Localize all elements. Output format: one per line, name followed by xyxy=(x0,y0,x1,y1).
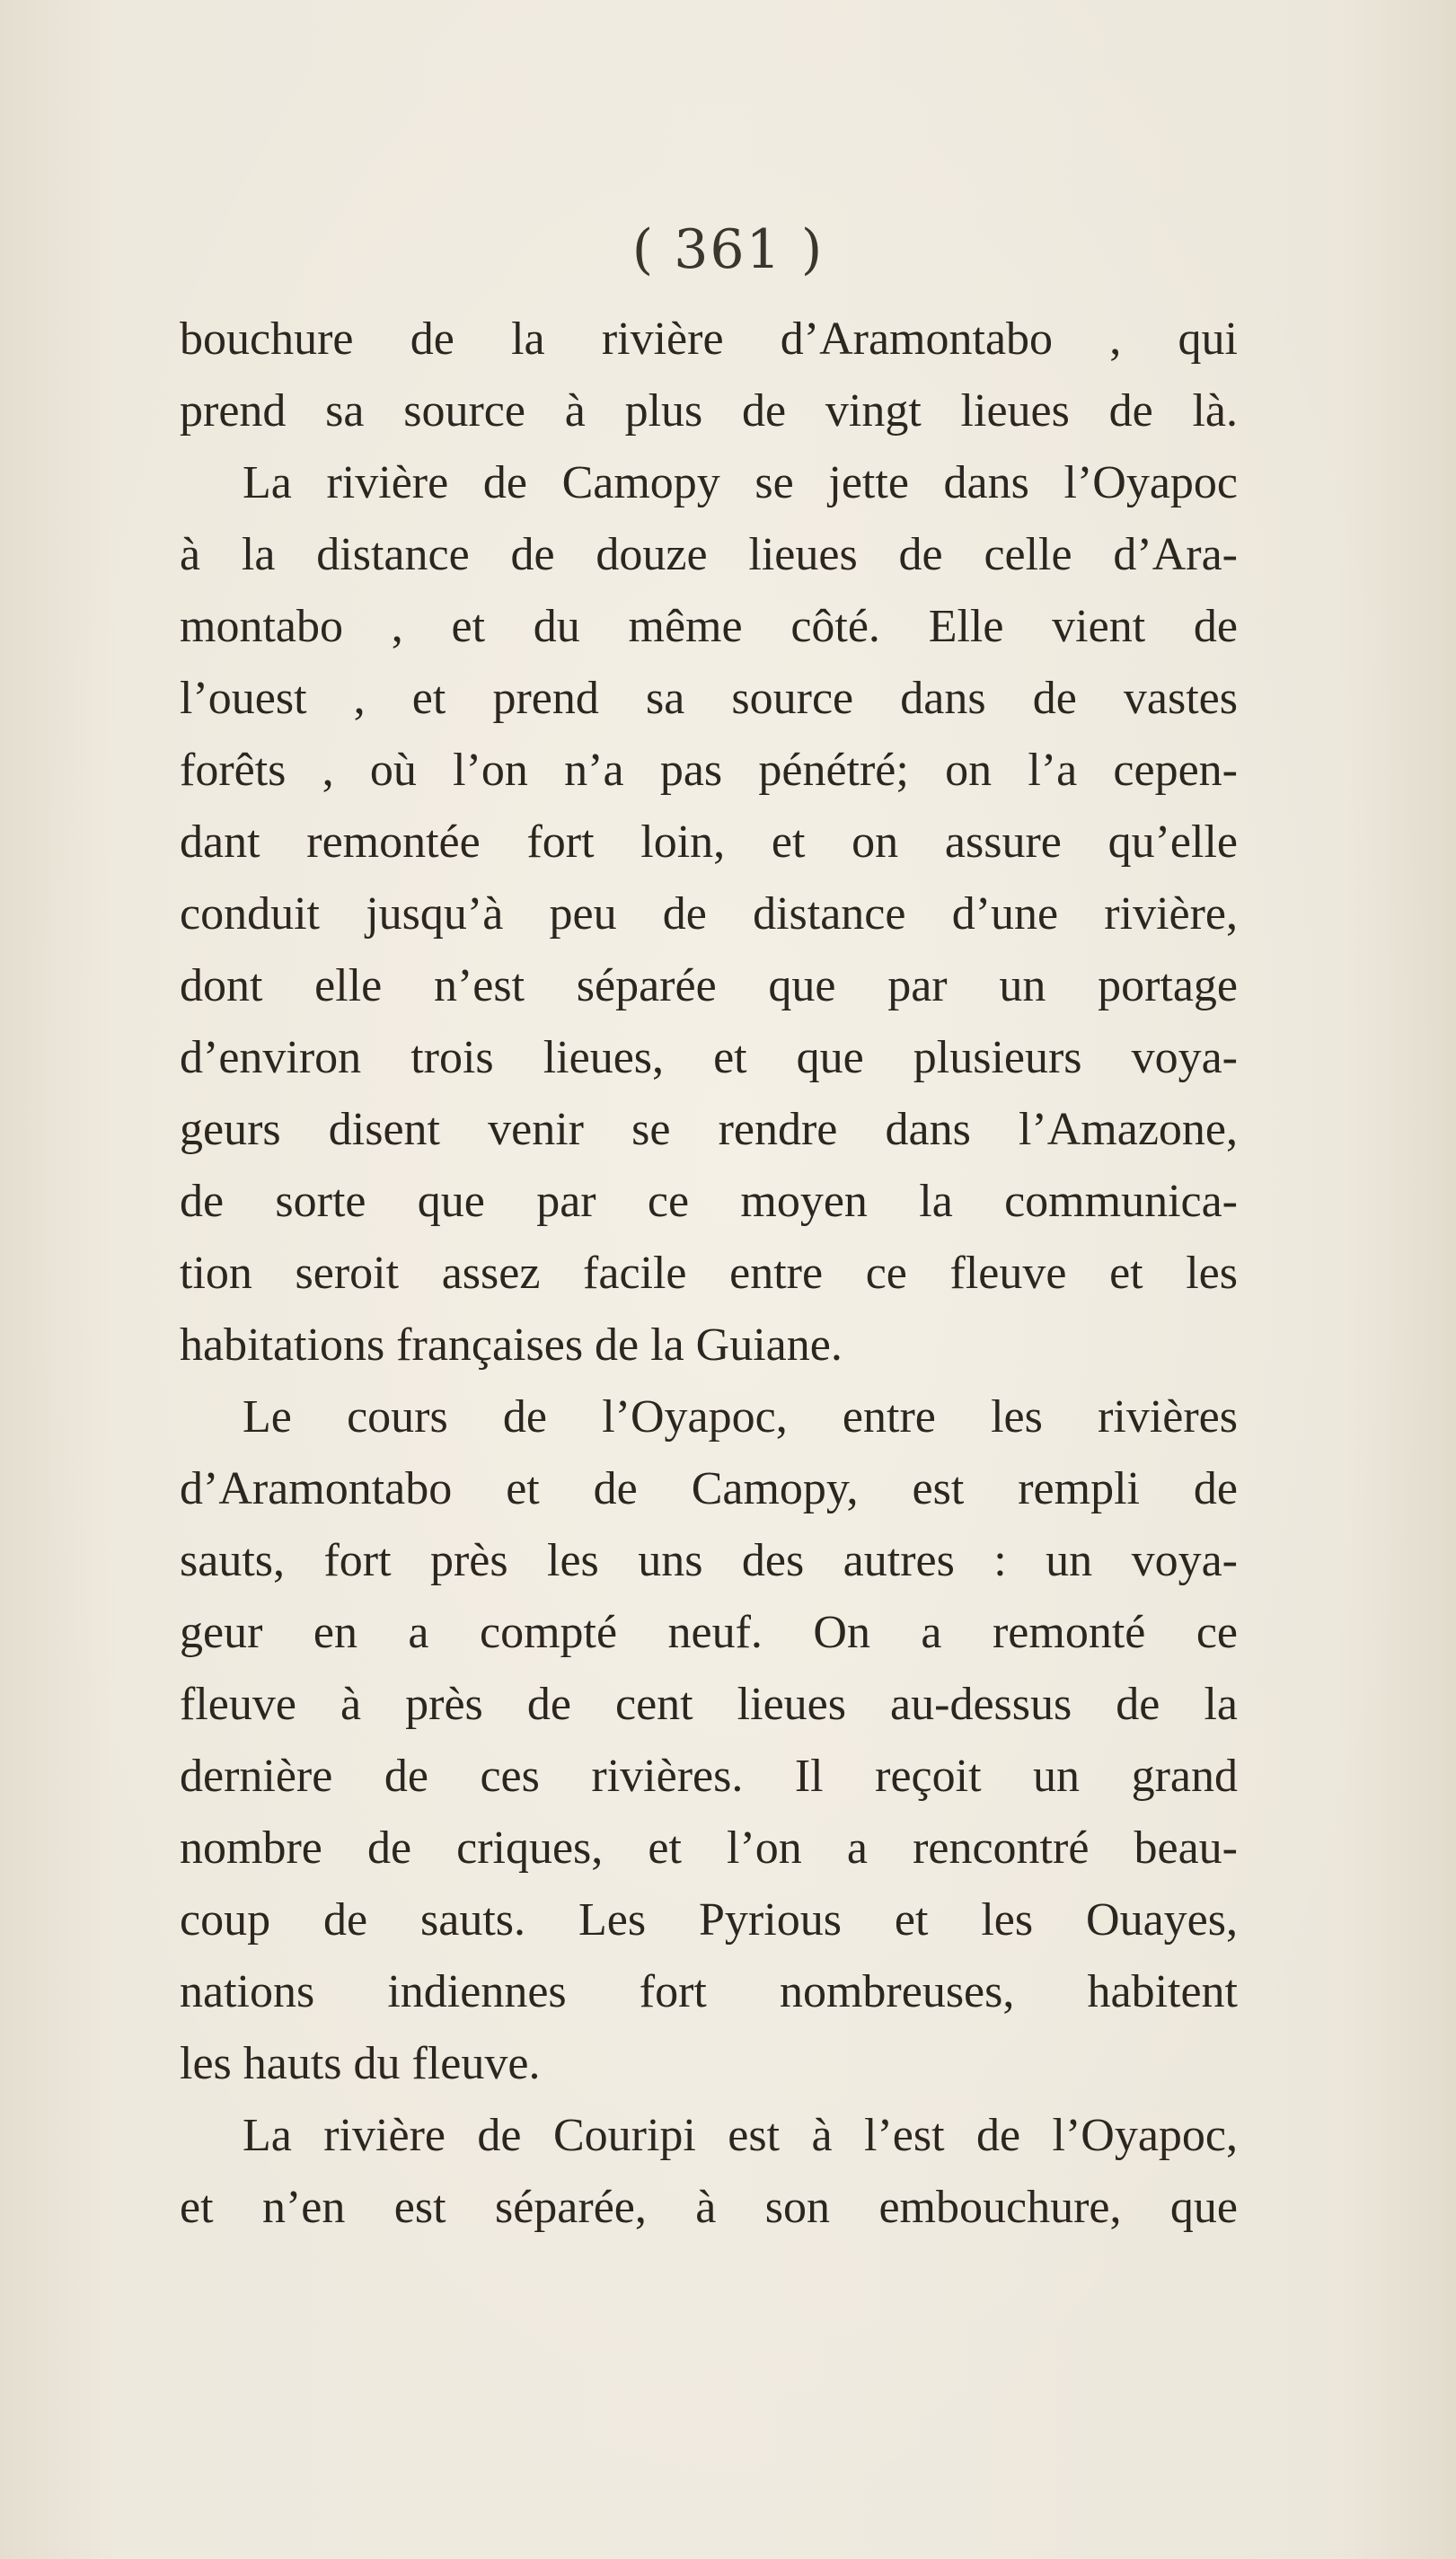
text-line: l’ouest , et prend sa source dans de vastes xyxy=(180,673,1238,724)
text-line: prend sa source à plus de vingt lieues de là. xyxy=(180,385,1238,437)
text-line: habitations françaises de la Guiane. xyxy=(180,1319,843,1371)
text-line: fleuve à près de cent lieues au-dessus de la xyxy=(180,1679,1238,1730)
text-line: dant remontée fort loin, et on assure qu’elle xyxy=(180,816,1238,868)
text-line: d’Aramontabo et de Camopy, est rempli de xyxy=(180,1463,1238,1514)
text-line: d’environ trois lieues, et que plusieurs voya- xyxy=(180,1032,1238,1083)
text-line: forêts , où l’on n’a pas pénétré; on l’a cepen- xyxy=(180,745,1238,796)
text-line: nombre de criques, et l’on a rencontré beau- xyxy=(180,1822,1238,1874)
text-line: les hauts du fleuve. xyxy=(180,2038,541,2089)
text-line: conduit jusqu’à peu de distance d’une rivière, xyxy=(180,888,1238,940)
page-number: ( 361 ) xyxy=(631,218,825,281)
text-line: de sorte que par ce moyen la communica- xyxy=(180,1176,1238,1227)
text-line: geurs disent venir se rendre dans l’Amazone, xyxy=(180,1104,1238,1155)
text-line: La rivière de Couripi est à l’est de l’Oyapoc, xyxy=(243,2110,1238,2161)
text-line: Le cours de l’Oyapoc, entre les rivières xyxy=(243,1391,1238,1443)
text-line: dernière de ces rivières. Il reçoit un grand xyxy=(180,1751,1238,1802)
text-line: La rivière de Camopy se jette dans l’Oyapoc xyxy=(243,457,1238,508)
text-line: à la distance de douze lieues de celle d’Ara- xyxy=(180,529,1238,580)
text-line: nations indiennes fort nombreuses, habitent xyxy=(180,1966,1238,2017)
text-line: dont elle n’est séparée que par un portage xyxy=(180,960,1238,1011)
text-line: sauts, fort près les uns des autres : un voya- xyxy=(180,1535,1238,1586)
text-line: montabo , et du même côté. Elle vient de xyxy=(180,601,1238,652)
body-text xyxy=(180,304,1238,2244)
text-line: coup de sauts. Les Pyrious et les Ouayes, xyxy=(180,1894,1238,1946)
text-line: tion seroit assez facile entre ce fleuve et les xyxy=(180,1248,1238,1299)
text-line: et n’en est séparée, à son embouchure, que xyxy=(180,2182,1238,2233)
text-line: geur en a compté neuf. On a remonté ce xyxy=(180,1607,1238,1658)
text-line: bouchure de la rivière d’Aramontabo , qui xyxy=(180,313,1238,365)
